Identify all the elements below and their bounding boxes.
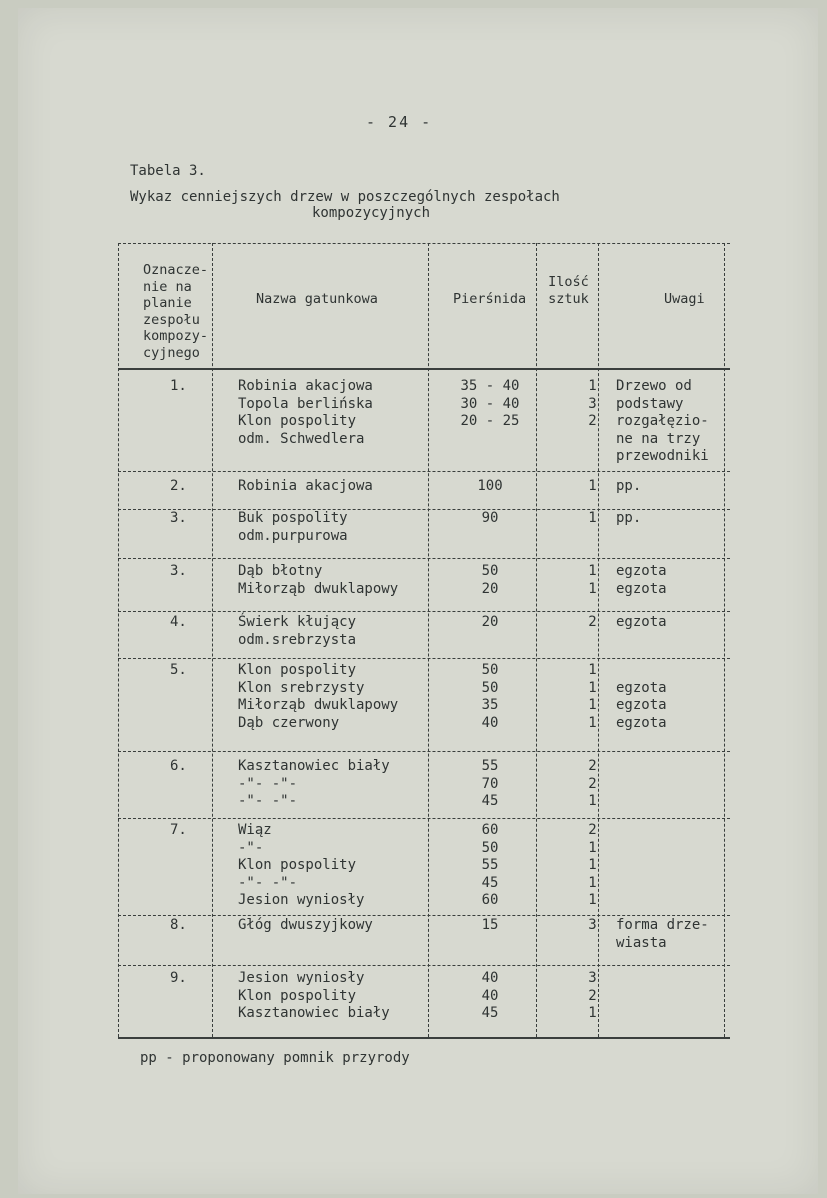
quantity-value: 1 xyxy=(588,892,597,908)
note-text: egzota xyxy=(616,563,667,579)
species-name: -"- -"- xyxy=(238,874,298,891)
row-designation: 2. xyxy=(170,478,187,494)
quantity-value: 1 xyxy=(588,793,597,809)
header-col-designation: kompozy- xyxy=(143,328,209,344)
dbh-value: 40 xyxy=(481,714,499,731)
table-top-rule xyxy=(118,243,730,244)
note-text: egzota xyxy=(616,697,667,713)
dbh-value: 60 xyxy=(481,892,499,908)
row-designation: 3. xyxy=(170,510,187,526)
row-designation: 1. xyxy=(170,378,187,394)
species-name: Jesion wyniosły xyxy=(238,970,365,986)
dbh-value: 70 xyxy=(481,775,499,792)
row-separator xyxy=(118,915,730,916)
row-designation: 9. xyxy=(170,970,187,986)
table-bottom-rule xyxy=(118,1037,730,1039)
footnote: pp - proponowany pomnik przyrody xyxy=(140,1050,410,1066)
header-col-qty-2: sztuk xyxy=(548,291,589,307)
species-name: odm.srebrzysta xyxy=(238,631,357,648)
note-text: egzota xyxy=(616,614,667,630)
quantity-value: 1 xyxy=(588,478,597,494)
dbh-value: 45 xyxy=(481,874,499,891)
species-name: Buk pospolity xyxy=(238,510,348,526)
note-text: egzota xyxy=(616,580,667,597)
quantity-value: 3 xyxy=(588,395,597,412)
column-rule xyxy=(428,243,429,1037)
species-name: Klon pospolity xyxy=(238,987,357,1004)
species-name: odm. Schwedlera xyxy=(238,430,365,447)
row-separator xyxy=(118,471,730,472)
species-name: Głóg dwuszyjkowy xyxy=(238,917,373,933)
species-name: Wiąz xyxy=(238,822,272,838)
quantity-value: 2 xyxy=(588,614,597,630)
dbh-value: 40 xyxy=(481,970,499,986)
species-name: Klon pospolity xyxy=(238,662,357,678)
dbh-value: 35 xyxy=(481,697,499,713)
note-text: Drzewo od xyxy=(616,378,692,394)
row-designation: 8. xyxy=(170,917,187,933)
row-designation: 4. xyxy=(170,614,187,630)
dbh-value: 55 xyxy=(481,758,499,774)
row-designation: 3. xyxy=(170,563,187,579)
species-name: Robinia akacjowa xyxy=(238,478,373,494)
species-name: Dąb błotny xyxy=(238,563,323,579)
page-number: - 24 - xyxy=(366,113,433,131)
quantity-value: 1 xyxy=(588,697,597,713)
species-name: odm.purpurowa xyxy=(238,527,348,544)
note-text: forma drze- xyxy=(616,917,709,933)
note-text: ne na trzy xyxy=(616,430,701,447)
dbh-value: 60 xyxy=(481,822,499,838)
quantity-value: 1 xyxy=(588,662,597,678)
quantity-value: 3 xyxy=(588,917,597,933)
note-text: pp. xyxy=(616,478,642,494)
quantity-value: 2 xyxy=(588,413,597,429)
header-col-designation: cyjnego xyxy=(143,344,200,361)
header-col-designation: zespołu xyxy=(143,311,200,328)
table-label: Tabela 3. xyxy=(130,163,206,179)
row-separator xyxy=(118,558,730,559)
dbh-value: 15 xyxy=(481,917,499,933)
quantity-value: 1 xyxy=(588,839,597,856)
quantity-value: 1 xyxy=(588,874,597,891)
dbh-value: 50 xyxy=(481,662,499,678)
species-name: -"- -"- xyxy=(238,793,298,809)
species-name: Kasztanowiec biały xyxy=(238,1005,390,1021)
dbh-value: 50 xyxy=(481,839,499,856)
header-bottom-rule xyxy=(118,368,730,370)
species-name: Robinia akacjowa xyxy=(238,378,373,394)
dbh-value: 30 - 40 xyxy=(460,395,520,412)
quantity-value: 1 xyxy=(588,857,597,873)
quantity-value: 2 xyxy=(588,775,597,792)
dbh-value: 90 xyxy=(481,510,499,526)
dbh-value: 40 xyxy=(481,987,499,1004)
dbh-value: 35 - 40 xyxy=(460,378,520,394)
header-col-notes: Uwagi xyxy=(664,291,705,307)
quantity-value: 1 xyxy=(588,580,597,597)
quantity-value: 1 xyxy=(588,378,597,394)
quantity-value: 1 xyxy=(588,714,597,731)
header-col-species: Nazwa gatunkowa xyxy=(256,291,378,307)
species-name: Miłorząb dwuklapowy xyxy=(238,697,399,713)
quantity-value: 2 xyxy=(588,822,597,838)
dbh-value: 50 xyxy=(481,679,499,696)
row-designation: 5. xyxy=(170,662,187,678)
row-separator xyxy=(118,658,730,659)
table-title-line2: kompozycyjnych xyxy=(312,205,431,221)
species-name: Klon srebrzysty xyxy=(238,679,365,696)
note-text: podstawy xyxy=(616,395,684,412)
note-text: przewodniki xyxy=(616,448,709,464)
dbh-value: 20 - 25 xyxy=(460,413,520,429)
note-text: pp. xyxy=(616,510,642,526)
note-text: egzota xyxy=(616,714,667,731)
dbh-value: 45 xyxy=(481,1005,499,1021)
header-col-designation: planie xyxy=(143,295,192,311)
species-name: -"- -"- xyxy=(238,775,298,792)
species-name: -"- xyxy=(238,839,264,856)
header-col-dbh: Pierśnida xyxy=(453,291,527,307)
species-name: Klon pospolity xyxy=(238,857,357,873)
quantity-value: 1 xyxy=(588,679,597,696)
dbh-value: 55 xyxy=(481,857,499,873)
row-separator xyxy=(118,965,730,966)
species-name: Topola berlińska xyxy=(238,395,373,412)
species-name: Dąb czerwony xyxy=(238,714,340,731)
note-text: egzota xyxy=(616,679,667,696)
quantity-value: 1 xyxy=(588,1005,597,1021)
note-text: wiasta xyxy=(616,934,667,951)
species-name: Świerk kłujący xyxy=(238,614,357,630)
column-rule xyxy=(212,243,213,1037)
column-rule xyxy=(118,243,119,1037)
dbh-value: 20 xyxy=(481,614,499,630)
species-name: Kasztanowiec biały xyxy=(238,758,390,774)
row-separator xyxy=(118,751,730,752)
quantity-value: 1 xyxy=(588,563,597,579)
species-name: Klon pospolity xyxy=(238,413,357,429)
header-col-qty-1: Ilość xyxy=(548,274,589,290)
dbh-value: 50 xyxy=(481,563,499,579)
quantity-value: 1 xyxy=(588,510,597,526)
row-designation: 6. xyxy=(170,758,187,774)
quantity-value: 2 xyxy=(588,987,597,1004)
column-rule xyxy=(536,243,537,1037)
quantity-value: 2 xyxy=(588,758,597,774)
dbh-value: 100 xyxy=(477,478,503,494)
species-name: Miłorząb dwuklapowy xyxy=(238,580,399,597)
row-separator xyxy=(118,611,730,612)
quantity-value: 3 xyxy=(588,970,597,986)
column-rule xyxy=(724,243,725,1037)
row-separator xyxy=(118,818,730,819)
header-col-designation: Oznacze- xyxy=(143,262,209,278)
species-name: Jesion wyniosły xyxy=(238,892,365,908)
note-text: rozgałęzio- xyxy=(616,413,709,429)
dbh-value: 20 xyxy=(481,580,499,597)
row-designation: 7. xyxy=(170,822,187,838)
table-title-line1: Wykaz cenniejszych drzew w poszczególnych zespołach xyxy=(130,189,560,205)
header-col-designation: nie na xyxy=(143,278,192,295)
dbh-value: 45 xyxy=(481,793,499,809)
paper-sheet xyxy=(18,8,818,1194)
